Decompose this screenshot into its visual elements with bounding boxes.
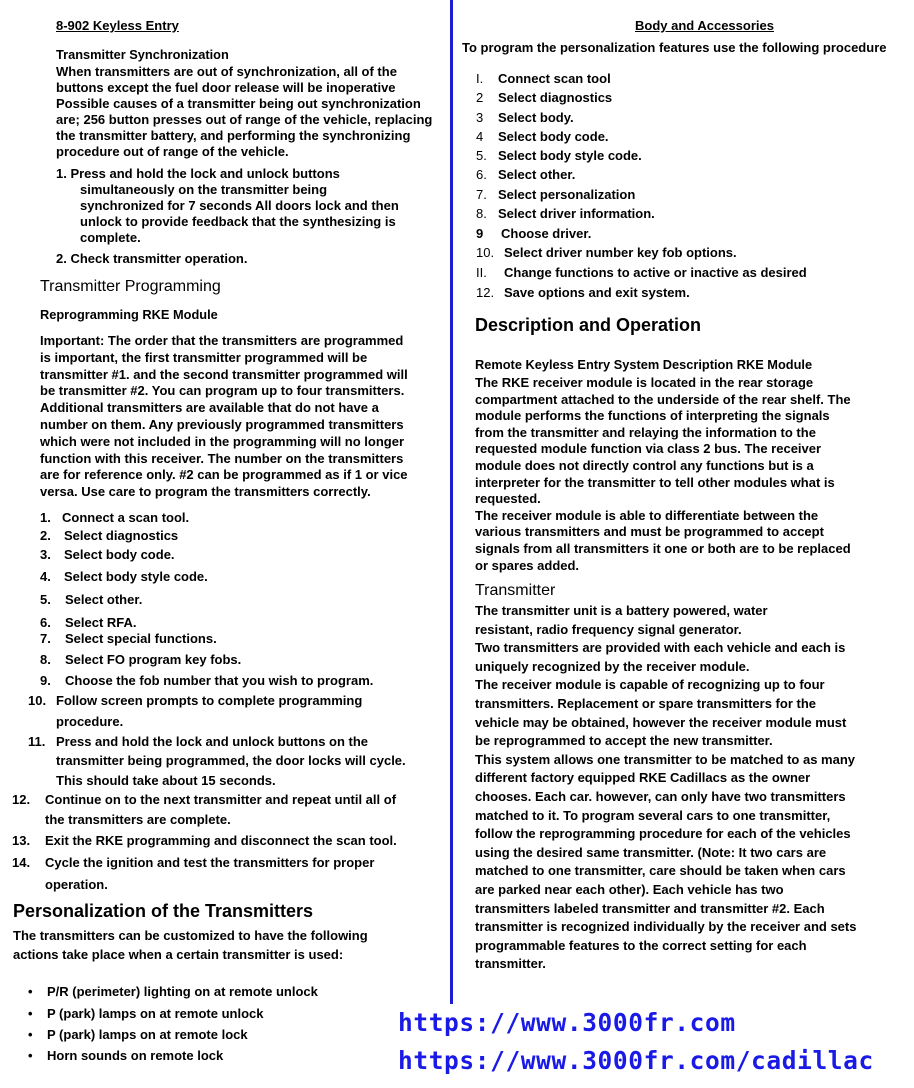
text-line: simultaneously on the transmitter being (80, 182, 328, 197)
text-line: Possible causes of a transmitter being out synchronization (56, 96, 421, 111)
text-line: procedure out of range of the vehicle. (56, 144, 289, 159)
step-number: 1. (40, 510, 51, 525)
column-divider (450, 0, 453, 1004)
website-cadillac-link[interactable]: https://www.3000fr.com/cadillac (398, 1046, 874, 1075)
text-line: The receiver module is able to differentiate between the (475, 507, 819, 523)
step-number: 13. (12, 833, 31, 848)
text-line: module does not directly control any functions but is a (475, 458, 814, 473)
step-text: Select body code. (498, 129, 609, 144)
text-line: signals from all transmitters it one or both are to be replaced (475, 541, 851, 556)
bullet-icon: • (28, 1048, 33, 1063)
step-number: 8. (40, 652, 51, 667)
text-line: from the transmitter and relaying the information to the (475, 424, 816, 440)
text-line: vehicle may be obtained, however the receiver module must (475, 714, 847, 730)
step-number: 3 (476, 110, 484, 125)
step-text: Choose driver. (501, 226, 592, 241)
programming-heading: Transmitter Programming (40, 278, 221, 295)
step-number: 4. (40, 569, 51, 584)
text-line: resistant, radio frequency signal generator. (475, 621, 742, 637)
text-line: requested. (475, 491, 541, 507)
text-line: When transmitters are out of synchronization, all of the (56, 64, 397, 79)
text-line: chooses. Each car. however, can only have two transmitters (475, 789, 846, 804)
step-number: 10. (28, 693, 47, 708)
step-number: 3. (40, 547, 51, 562)
page-title: 8-902 Keyless Entry (56, 18, 179, 33)
step-text: Exit the RKE programming and disconnect the scan tool. (45, 833, 397, 848)
step-text: Continue on to the next transmitter and repeat until all of (45, 792, 397, 807)
step-text: Choose the fob number that you wish to program. (65, 673, 374, 688)
step-number: 5. (40, 592, 51, 607)
text-line: buttons except the fuel door release will be inoperative (56, 80, 396, 95)
rke-heading: Reprogramming RKE Module (40, 307, 218, 322)
step-text: Select diagnostics (498, 90, 613, 105)
text-line: matched to one transmitter, care should be taken when cars (475, 863, 846, 879)
step-number: 9 (476, 226, 484, 241)
text-line: Important: The order that the transmitters are programmed (40, 333, 404, 348)
step-text: Select FO program key fobs. (65, 652, 242, 667)
text-line: uniquely recognized by the receiver module. (475, 658, 750, 674)
text-line: are; 256 button presses out of range of the vehicle, replacing (56, 112, 433, 127)
step-text: Select diagnostics (64, 528, 179, 543)
website-link[interactable]: https://www.3000fr.com (398, 1008, 736, 1037)
text-line: function with this receiver. The number on the transmitters (40, 450, 404, 466)
text-line: This system allows one transmitter to be matched to as many (475, 751, 855, 767)
text-line: follow the reprogramming procedure for each of the vehicles (475, 826, 851, 842)
step-number: 10. (476, 245, 495, 260)
text-line: number on them. Any previously programmed transmitters (40, 417, 404, 432)
bullet-icon: • (28, 1006, 33, 1021)
section-title: Body and Accessories (635, 18, 774, 33)
step-number: 9. (40, 673, 51, 688)
step-text: Press and hold the lock and unlock buttons on the (56, 734, 369, 749)
text-line: complete. (80, 230, 141, 245)
transmitter-heading: Transmitter (475, 582, 556, 599)
text-line: are parked near each other). Each vehicle has two (475, 882, 784, 897)
text-line: or spares added. (475, 557, 580, 573)
text-line: The RKE receiver module is located in the rear storage (475, 375, 814, 390)
text-line: module performs the functions of interpreting the signals (475, 408, 830, 424)
text-line: The transmitter unit is a battery powered, water (475, 603, 768, 618)
step-number: 2. (40, 528, 51, 543)
text-line: requested module function via class 2 bus. The receiver (475, 441, 822, 457)
step-text: Select other. (65, 592, 143, 607)
text-line: are for reference only. #2 can be programmed as if 1 or vice (40, 467, 408, 483)
step-text: Connect scan tool (498, 71, 611, 86)
text-line: compartment attached to the underside of the rear shelf. The (475, 391, 851, 407)
step-number: II. (476, 265, 487, 280)
bullet-icon: • (28, 984, 33, 999)
text-line: transmitter is recognized individually by the receiver and sets (475, 919, 857, 935)
step-number: 8. (476, 206, 487, 221)
step-number: 12. (12, 792, 31, 807)
step-text: Select body. (498, 110, 574, 125)
rke-description-heading: Remote Keyless Entry System Description RKE Module (475, 357, 813, 372)
text-line: Additional transmitters are available that do not have a (40, 400, 379, 416)
right-intro: To program the personalization features use the following procedure (462, 40, 887, 55)
text-line: various transmitters and must be programmed to accept (475, 524, 824, 540)
sync-step-2: 2. Check transmitter operation. (56, 251, 248, 266)
step-text: Select RFA. (65, 615, 137, 630)
text-line: using the desired same transmitter. (Note: It two cars are (475, 844, 827, 860)
text-line: versa. Use care to program the transmitters correctly. (40, 484, 371, 500)
text-line: transmitter #1. and the second transmitter programmed will (40, 366, 408, 382)
sync-heading: Transmitter Synchronization (56, 47, 229, 62)
step-text: Change functions to active or inactive as desired (504, 265, 807, 280)
step-number: 6. (40, 615, 51, 630)
step-text: Connect a scan tool. (62, 510, 190, 525)
bullet-icon: • (28, 1027, 33, 1042)
bullet-text: Horn sounds on remote lock (47, 1048, 224, 1063)
text-line: unlock to provide feedback that the synthesizing is (80, 214, 396, 229)
step-text: Select body code. (64, 547, 175, 562)
step-text: Select driver number key fob options. (504, 245, 737, 260)
step-text: Select body style code. (498, 148, 642, 163)
step-text: Select personalization (498, 187, 636, 202)
step-text: Follow screen prompts to complete programming (56, 693, 363, 708)
step-number: 12. (476, 285, 495, 300)
text-line: be transmitter #2. You can program up to four transmitters. (40, 383, 405, 399)
text-line: matched to it. To program several cars to one transmitter, (475, 807, 831, 823)
text-line: interpreter for the transmitter to tell other modules what is (475, 474, 835, 490)
step-number: I. (476, 71, 484, 86)
step-number: 4 (476, 129, 484, 144)
step-text: operation. (45, 877, 108, 892)
step-text: This should take about 15 seconds. (56, 773, 276, 788)
text-line: synchronized for 7 seconds All doors lock and then (80, 198, 399, 213)
bullet-text: P/R (perimeter) lighting on at remote unlock (47, 984, 318, 999)
step-text: transmitter being programmed, the door locks will cycle. (56, 753, 406, 768)
step-number: 14. (12, 855, 31, 870)
step-text: procedure. (56, 714, 124, 729)
step-text: Select driver information. (498, 206, 655, 221)
text-line: transmitters. Replacement or spare transmitters for the (475, 696, 816, 711)
step-text: Cycle the ignition and test the transmitters for proper (45, 855, 375, 870)
text-line: The transmitters can be customized to have the following (13, 928, 368, 943)
step-text: Select body style code. (64, 569, 208, 584)
step-number: 2 (476, 90, 484, 105)
personalization-heading: Personalization of the Transmitters (13, 901, 314, 921)
text-line: Two transmitters are provided with each vehicle and each is (475, 640, 846, 656)
step-number: 7. (476, 187, 487, 202)
text-line: different factory equipped RKE Cadillacs as the owner (475, 770, 811, 786)
text-line: 1. Press and hold the lock and unlock buttons (56, 166, 340, 181)
step-number: 5. (476, 148, 487, 163)
text-line: which were not included in the programming will no longer (40, 433, 405, 449)
text-line: actions take place when a certain transmitter is used: (13, 947, 344, 962)
text-line: transmitter. (475, 956, 546, 972)
step-number: 11. (28, 734, 46, 749)
step-number: 7. (40, 631, 51, 646)
text-line: programmable features to the correct setting for each (475, 937, 807, 953)
step-number: 6. (476, 167, 487, 182)
bullet-text: P (park) lamps on at remote unlock (47, 1006, 264, 1021)
bullet-text: P (park) lamps on at remote lock (47, 1027, 248, 1042)
text-line: transmitters labeled transmitter and transmitter #2. Each (475, 900, 825, 916)
step-text: Save options and exit system. (504, 285, 690, 300)
text-line: the transmitter battery, and performing the synchronizing (56, 128, 411, 143)
text-line: The receiver module is capable of recognizing up to four (475, 677, 825, 693)
step-text: Select special functions. (65, 631, 217, 646)
text-line: be reprogrammed to accept the new transmitter. (475, 733, 773, 749)
description-heading: Description and Operation (475, 315, 702, 335)
step-text: the transmitters are complete. (45, 812, 231, 827)
text-line: is important, the first transmitter programmed will be (40, 349, 368, 365)
step-text: Select other. (498, 167, 576, 182)
